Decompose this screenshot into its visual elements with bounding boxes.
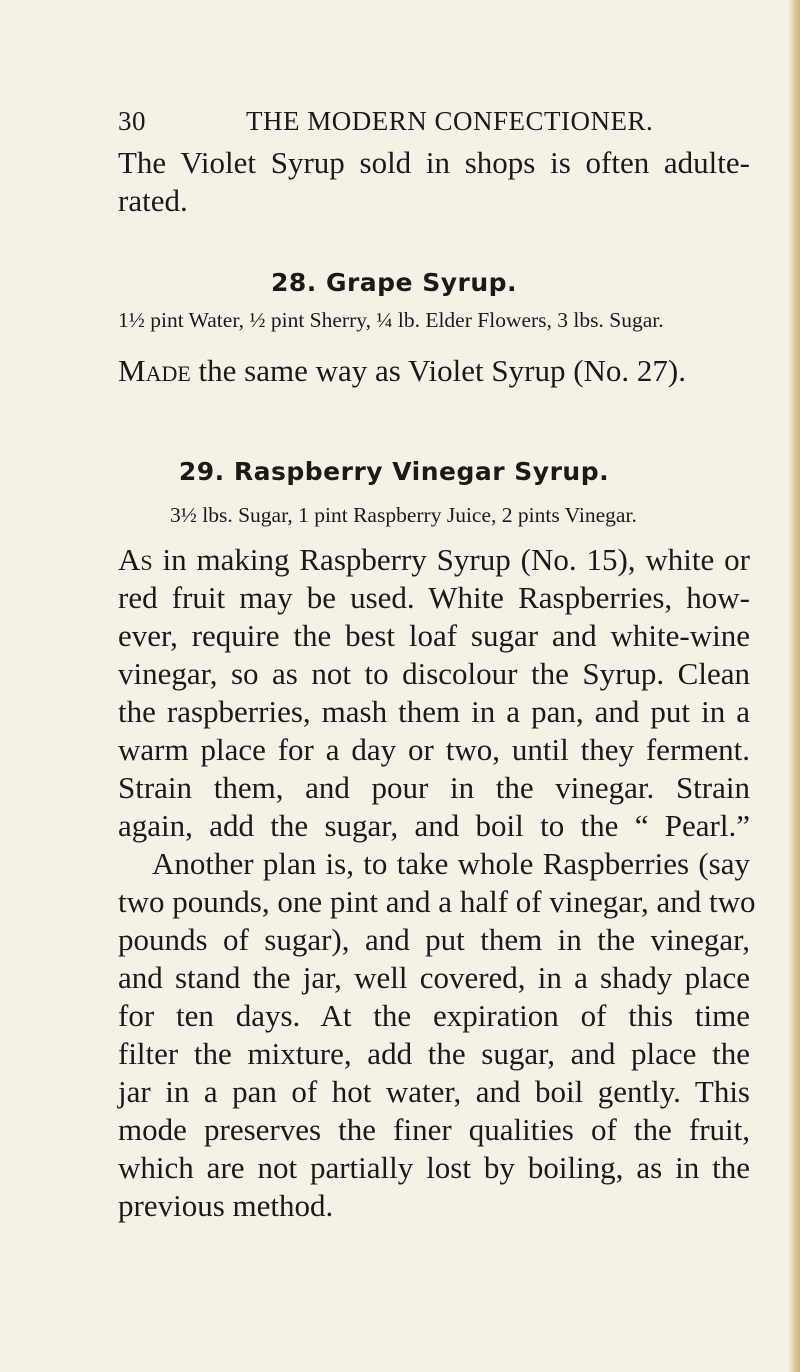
recipe-29-ingredients: 3½ lbs. Sugar, 1 pint Raspberry Juice, 2 pints Vinegar. xyxy=(170,503,637,527)
text-line: previous method. xyxy=(118,1188,334,1223)
text-line: warm place for a day or two, until they ferment. xyxy=(118,732,750,767)
text-line: rated. xyxy=(118,183,188,218)
text-line: which are not partially lost by boiling, as in the xyxy=(118,1150,750,1185)
recipe-29-method xyxy=(118,541,756,1225)
text-line: filter the mixture, add the sugar, and place the xyxy=(118,1036,750,1071)
recipe-28-method xyxy=(118,352,750,390)
recipe-28-ingredients: 1½ pint Water, ½ pint Sherry, ¼ lb. Elder Flowers, 3 lbs. Sugar. xyxy=(118,308,664,332)
method-text: in making Raspberry Syrup (No. 15), white or xyxy=(152,542,750,577)
text-line: for ten days. At the expiration of this time xyxy=(118,998,750,1033)
text-line: ever, require the best loaf sugar and white-wine xyxy=(118,618,750,653)
text-line: the raspberries, mash them in a pan, and put in a xyxy=(118,694,750,729)
page-number: 30 xyxy=(118,106,146,136)
text-line: pounds of sugar), and put them in the vinegar, xyxy=(118,922,750,957)
text-line: red fruit may be used. White Raspberries, how- xyxy=(118,580,750,615)
recipe-28-title: 28. Grape Syrup. xyxy=(270,268,518,297)
text-line: Strain them, and pour in the vinegar. Strain xyxy=(118,770,750,805)
book-title: THE MODERN CONFECTIONER. xyxy=(246,106,654,136)
method-lead-word: As xyxy=(118,542,153,577)
text-line: mode preserves the finer qualities of the fruit, xyxy=(118,1112,750,1147)
text-line: two pounds, one pint and a half of vinegar, and two xyxy=(118,884,756,919)
method-lead-word: Made xyxy=(118,353,191,388)
text-line: The Violet Syrup sold in shops is often adulte- xyxy=(118,145,750,180)
text-line: and stand the jar, well covered, in a shady place xyxy=(118,960,750,995)
page-edge xyxy=(788,0,800,1372)
running-header xyxy=(118,106,758,146)
text-line: jar in a pan of hot water, and boil gently. This xyxy=(118,1074,750,1109)
text-line: again, add the sugar, and boil to the “ Pearl.” xyxy=(118,808,750,843)
intro-paragraph xyxy=(118,144,750,220)
text-line: vinegar, so as not to discolour the Syrup. Clean xyxy=(118,656,750,691)
recipe-29-title: 29. Raspberry Vinegar Syrup. xyxy=(178,457,610,486)
method-text: the same way as Violet Syrup (No. 27). xyxy=(190,353,686,388)
text-line: Another plan is, to take whole Raspberries (say xyxy=(152,846,750,881)
